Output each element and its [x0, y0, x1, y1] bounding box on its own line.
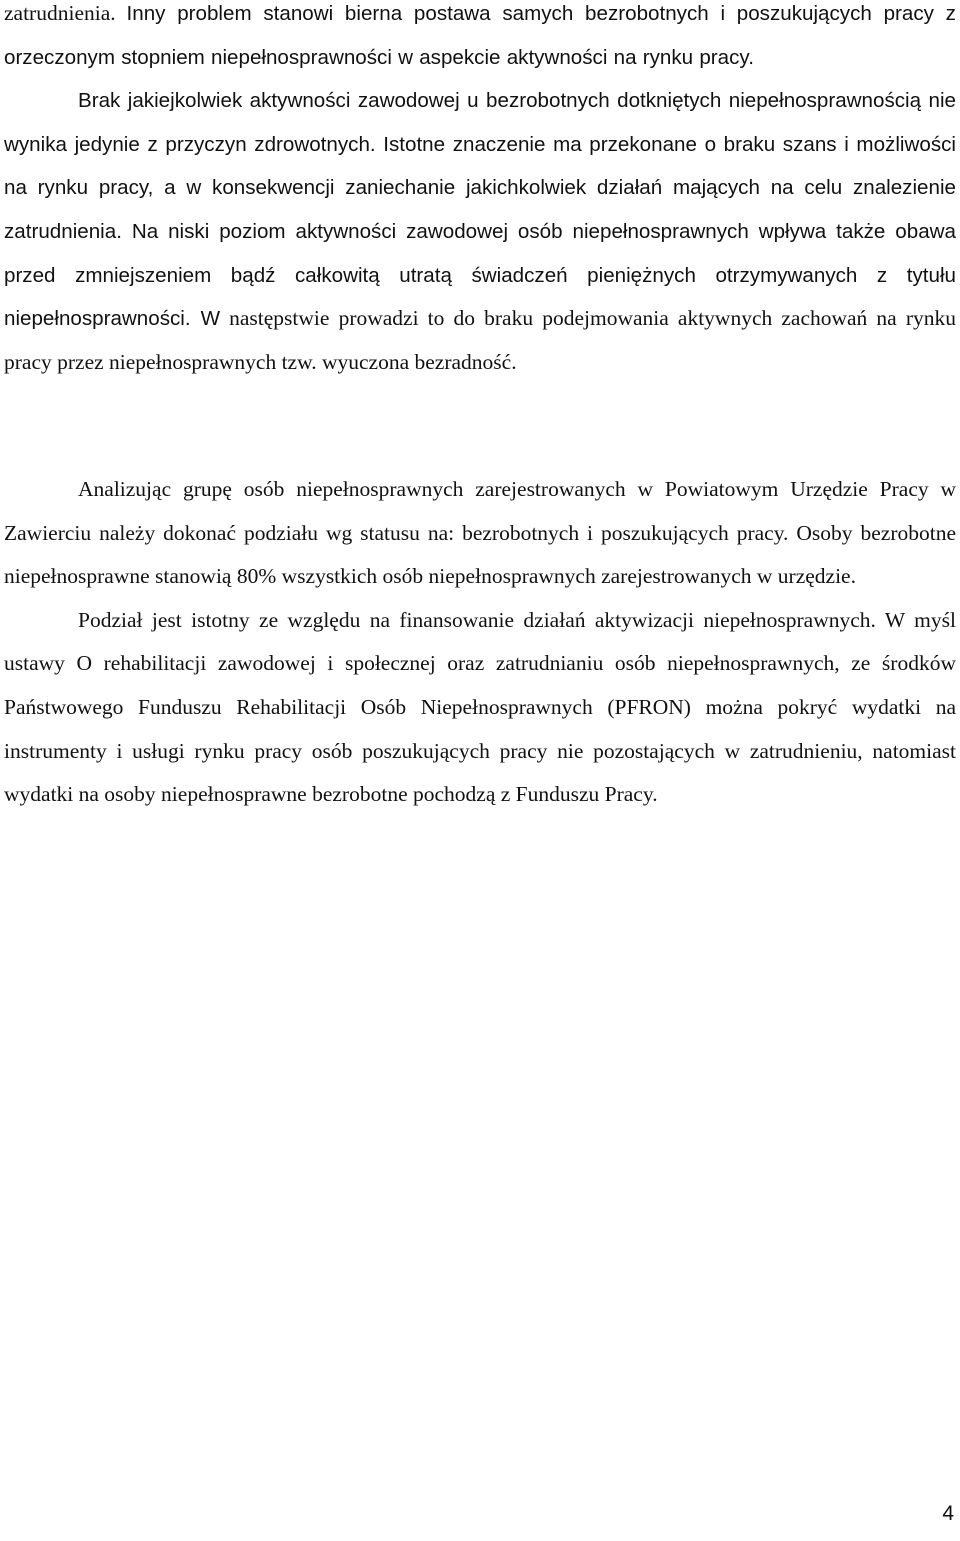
text-block-top — [4, 0, 956, 384]
paragraph-text-serif: następstwie prowadzi to do braku podejmowania aktywnych zachowań na rynku pracy przez niepełnosprawnych tzw. wyuczona bezradność. — [4, 306, 956, 374]
paragraph-text-sans: Brak jakiejkolwiek aktywności zawodowej u bezrobotnych dotkniętych niepełnosprawnością nie wynika jedynie z przyczyn zdrowotnych. Istotne znaczenie ma przekonane o braku szans i możliwości na rynku pracy, a w konsekwencji zaniechanie jakichkolwiek działań mających na celu znalezienie zatrudnienia. Na niski poziom aktywności zawodowej osób niepełnosprawnych wpływa także obawa przed zmniejszeniem bądź całkowitą utratą świadczeń pieniężnych otrzymywanych z tytułu niepełnosprawności. W — [4, 89, 956, 331]
paragraph-brak-aktywnosci — [4, 79, 956, 384]
paragraph-continuation — [4, 0, 956, 79]
text-block-bottom — [4, 468, 956, 817]
paragraph-text-serif: zatrudnienia. — [4, 1, 127, 25]
page-number: 4 — [942, 1502, 954, 1525]
paragraph-podzial: Podział jest istotny ze względu na finansowanie działań aktywizacji niepełnosprawnych. W myśl ustawy O rehabilitacji zawodowej i społecznej oraz zatrudnianiu osób niepełnosprawnych, ze środków Państwowego Funduszu Rehabilitacji Osób Niepełnosprawnych (PFRON) można pokryć wydatki na instrumenty i usługi rynku pracy osób poszukujących pracy nie pozostających w zatrudnieniu, natomiast wydatki na osoby niepełnosprawne bezrobotne pochodzą z Funduszu Pracy. — [4, 607, 956, 807]
paragraph-analizujac: Analizując grupę osób niepełnosprawnych zarejestrowanych w Powiatowym Urzędzie Pracy w Zawierciu należy dokonać podziału wg statusu na: bezrobotnych i poszukujących pracy. Osoby bezrobotne niepełnosprawne stanowią 80% wszystkich osób niepełnosprawnych zarejestrowanych w urzędzie. — [4, 477, 956, 589]
paragraph-text-sans: Inny problem stanowi bierna postawa samych bezrobotnych i poszukujących pracy z orzeczonym stopniem niepełnosprawności w aspekcie aktywności na rynku pracy. — [4, 2, 956, 69]
